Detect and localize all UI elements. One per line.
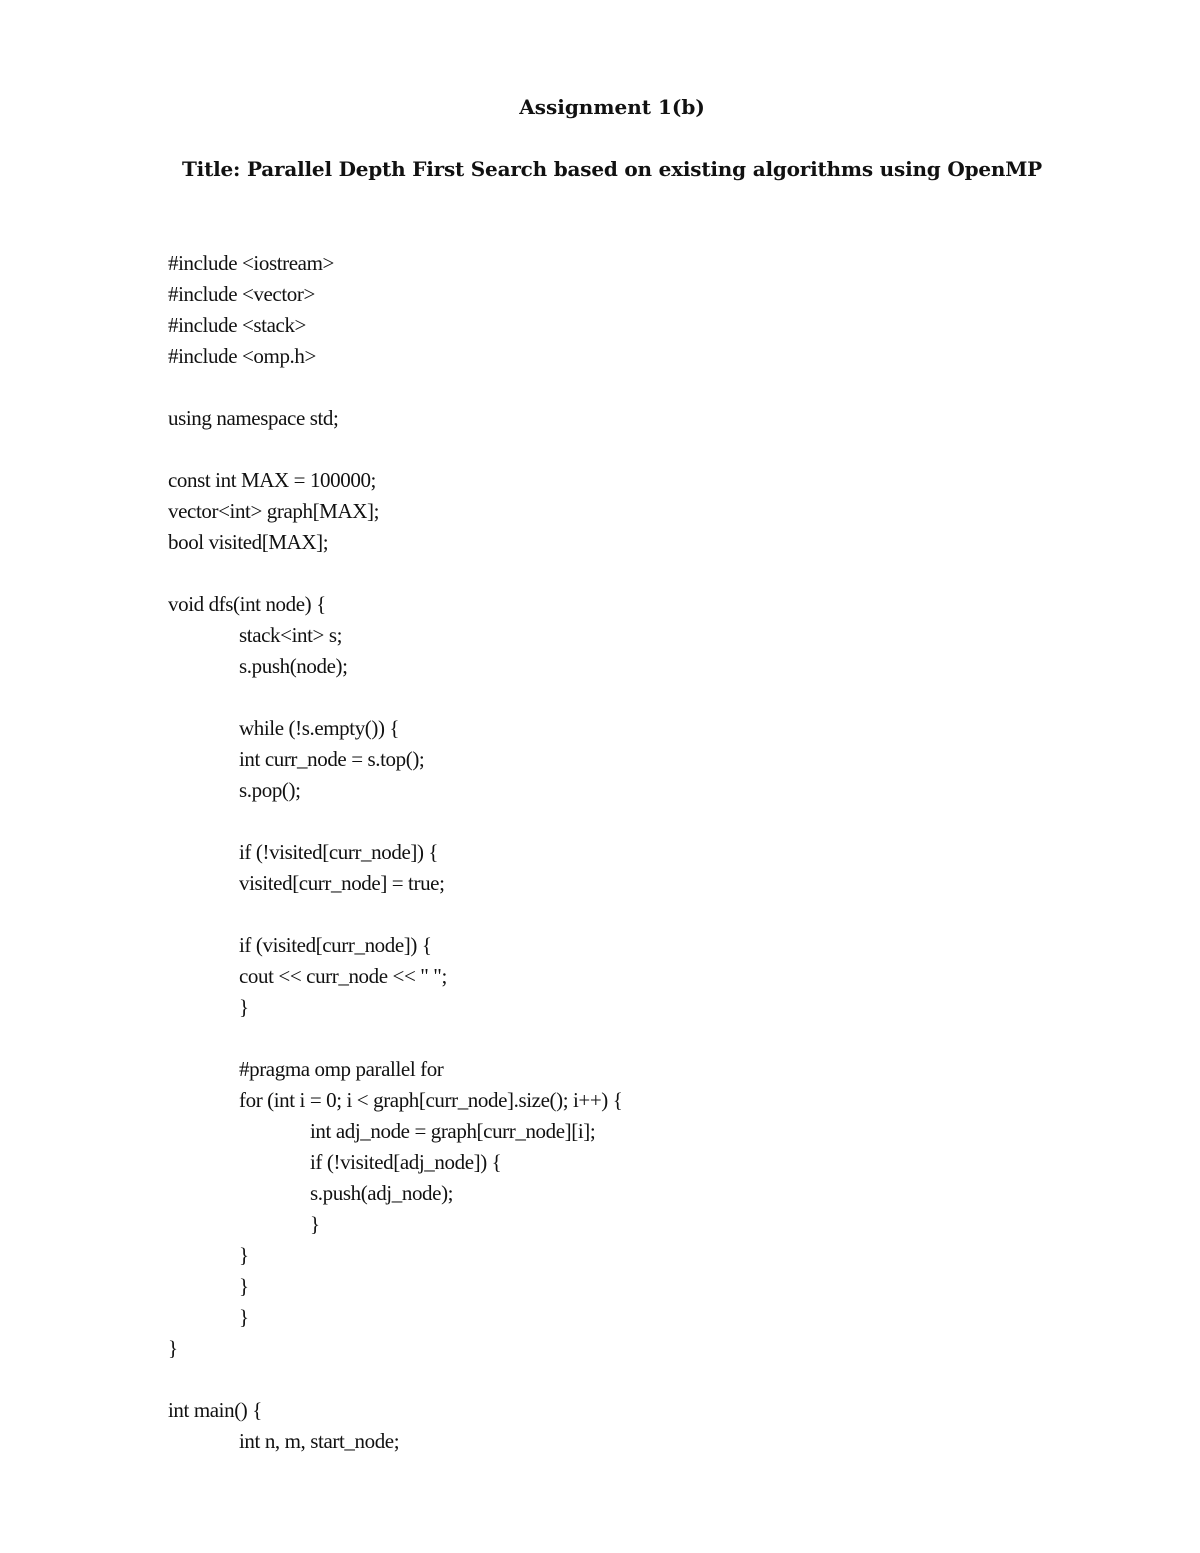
- code-line: void dfs(int node) {: [168, 592, 326, 616]
- code-line: for (int i = 0; i < graph[curr_node].size(); i++) {: [239, 1088, 623, 1112]
- code-line: }: [239, 995, 249, 1019]
- code-line: vector<int> graph[MAX];: [168, 499, 380, 523]
- code-line: }: [239, 1305, 249, 1329]
- code-line: int main() {: [168, 1398, 262, 1422]
- code-line: s.push(node);: [239, 654, 348, 678]
- code-line: if (!visited[adj_node]) {: [310, 1150, 502, 1174]
- code-line: }: [310, 1212, 320, 1236]
- assignment-heading: Assignment 1(b): [519, 95, 705, 119]
- code-line: s.push(adj_node);: [310, 1181, 454, 1205]
- code-line: while (!s.empty()) {: [239, 716, 400, 740]
- code-line: if (visited[curr_node]) {: [239, 933, 432, 957]
- code-line: cout << curr_node << " ";: [239, 964, 447, 988]
- code-line: s.pop();: [239, 778, 301, 802]
- code-line: #include <omp.h>: [168, 344, 316, 368]
- code-line: #include <vector>: [168, 282, 315, 306]
- code-line: #pragma omp parallel for: [239, 1057, 444, 1081]
- code-line: #include <stack>: [168, 313, 306, 337]
- code-line: }: [239, 1243, 249, 1267]
- code-line: #include <iostream>: [168, 251, 334, 275]
- code-line: int curr_node = s.top();: [239, 747, 425, 771]
- code-line: int adj_node = graph[curr_node][i];: [310, 1119, 596, 1143]
- code-line: int n, m, start_node;: [239, 1429, 400, 1453]
- document-title: Title: Parallel Depth First Search based on existing algorithms using OpenMP: [181, 157, 1043, 181]
- code-line: stack<int> s;: [239, 623, 343, 647]
- code-line: }: [168, 1336, 178, 1360]
- code-line: visited[curr_node] = true;: [239, 871, 445, 895]
- code-line: bool visited[MAX];: [168, 530, 329, 554]
- code-line: }: [239, 1274, 249, 1298]
- code-line: if (!visited[curr_node]) {: [239, 840, 439, 864]
- code-line: const int MAX = 100000;: [168, 468, 376, 492]
- code-line: using namespace std;: [168, 406, 339, 430]
